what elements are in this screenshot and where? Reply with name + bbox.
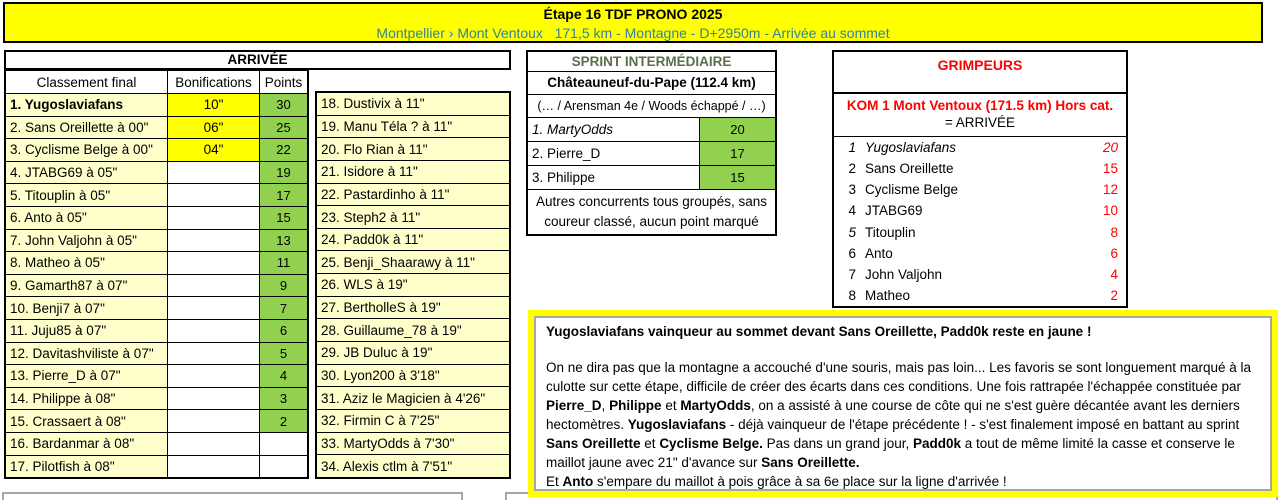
table-row (6, 139, 307, 162)
sprint-table (526, 50, 777, 236)
points-cell[interactable]: 5 (260, 343, 307, 365)
rider-name-cell[interactable]: 24. Padd0k à 11" (317, 229, 509, 252)
table-row (6, 184, 307, 207)
bonification-cell[interactable] (168, 184, 260, 206)
summary-paragraph (546, 358, 1260, 472)
sprint-row (528, 166, 775, 190)
points-cell[interactable]: 9 (260, 275, 307, 297)
points-cell[interactable]: 15 (260, 207, 307, 229)
points-cell[interactable] (260, 433, 307, 455)
summary-text-segment: , on a assisté à une course de côte qui ne s'est guère décantée avant les derniers hectomètres. (546, 398, 1240, 432)
points-cell[interactable]: 13 (260, 230, 307, 252)
sprint-location[interactable]: Châteauneuf-du-Pape (112.4 km) (528, 72, 775, 95)
bonification-cell[interactable] (168, 456, 260, 478)
points-cell: 10 (1102, 203, 1118, 219)
grimpeurs-row[interactable] (842, 264, 1118, 285)
rank-cell: 2 (848, 161, 856, 177)
rider-name-cell[interactable]: 27. BertholleS à 19" (317, 297, 509, 320)
bonification-cell[interactable]: 06" (168, 117, 260, 139)
rider-name-cell[interactable]: 3. Cyclisme Belge à 00" (6, 139, 168, 161)
grimpeurs-row[interactable] (842, 179, 1118, 200)
grimpeurs-row[interactable] (842, 158, 1118, 179)
rider-name-cell[interactable]: 21. Isidore à 11" (317, 161, 509, 184)
bonification-cell[interactable] (168, 252, 260, 274)
rider-name-cell[interactable]: 31. Aziz le Magicien à 4'26" (317, 387, 509, 410)
points-cell[interactable]: 22 (260, 139, 307, 161)
standings-list-18-34 (315, 91, 511, 479)
table-row (6, 207, 307, 230)
arrivee-rows (6, 94, 307, 477)
table-row (6, 162, 307, 185)
column-header-classement[interactable]: Classement final (6, 71, 168, 93)
sprint-note[interactable]: (… / Arensman 4e / Woods échappé / …) (528, 95, 775, 118)
rider-name-cell[interactable]: 9. Gamarth87 à 07" (6, 275, 168, 297)
rider-name-cell[interactable]: 8. Matheo à 05" (6, 252, 168, 274)
rider-name-cell[interactable]: 32. Firmin C à 7'25" (317, 410, 509, 433)
table-row (6, 365, 307, 388)
bonification-cell[interactable] (168, 230, 260, 252)
table-row (6, 230, 307, 253)
rider-name-cell: Titouplin (865, 224, 916, 240)
points-cell: 2 (1110, 287, 1118, 303)
rank-cell: 3 (848, 182, 856, 198)
sprint-footer-line1: Autres concurrents tous groupés, sans (535, 194, 768, 209)
summary-text-segment: Yugoslaviafans (627, 417, 727, 432)
points-cell[interactable]: 17 (260, 184, 307, 206)
rider-name-cell[interactable]: 23. Steph2 à 11" (317, 206, 509, 229)
summary-text-segment: Cyclisme Belge. (659, 436, 763, 451)
bonification-cell[interactable] (168, 388, 260, 410)
column-header-points[interactable]: Points (264, 74, 303, 90)
summary-text-segment: et (640, 436, 660, 451)
rider-name-cell[interactable]: 2. Pierre_D (528, 142, 700, 165)
points-cell[interactable]: 7 (260, 297, 307, 319)
stage-banner[interactable] (3, 2, 1263, 43)
rider-name-cell[interactable]: 26. WLS à 19" (317, 274, 509, 297)
points-cell: 12 (1102, 182, 1118, 198)
rider-name-cell[interactable]: 30. Lyon200 à 3'18" (317, 365, 509, 388)
rank-cell: 1 (848, 140, 856, 156)
summary-text-segment: et (661, 398, 681, 413)
points-cell[interactable]: 15 (700, 166, 775, 189)
grimpeurs-rows (834, 137, 1126, 306)
rank-cell: 8 (848, 287, 856, 303)
summary-title: Yugoslaviafans vainqueur au sommet devant Sans Oreillette, Padd0k reste en jaune ! (546, 324, 1092, 339)
rider-name-cell: Sans Oreillette (865, 161, 954, 177)
points-cell: 15 (1102, 161, 1118, 177)
rider-name-cell[interactable]: 12. Davitashviliste à 07" (6, 343, 168, 365)
partial-table-edge-left (2, 492, 463, 500)
bonification-cell[interactable] (168, 433, 260, 455)
sprint-title[interactable]: SPRINT INTERMÉDIAIRE (528, 52, 775, 72)
summary-text-segment: a tout de même limité la casse et conserve le maillot jaune avec 21" d'avance sur (546, 436, 1235, 470)
rider-name-cell[interactable]: 20. Flo Rian à 11" (317, 138, 509, 161)
table-row (6, 252, 307, 275)
rider-name-cell[interactable]: 6. Anto à 05" (6, 207, 168, 229)
points-cell[interactable]: 11 (260, 252, 307, 274)
summary-box[interactable] (528, 310, 1278, 497)
rider-name-cell[interactable]: 13. Pierre_D à 07" (6, 365, 168, 387)
rider-name-cell: Cyclisme Belge (865, 182, 959, 198)
points-cell: 6 (1110, 245, 1118, 261)
rider-name-cell[interactable]: 18. Dustivix à 11" (317, 93, 509, 116)
summary-text-segment: Sans Oreillette. (761, 455, 860, 470)
summary-text-segment: - déjà vainqueur de l'étape précédente ! - s'est finalement imposé en battant au sprint (726, 417, 1240, 432)
rider-name-cell: Yugoslaviafans (865, 140, 957, 156)
table-row (6, 388, 307, 411)
sprint-footer-line2: coureur classé, aucun point marqué (544, 214, 759, 229)
table-row (6, 320, 307, 343)
points-cell: 4 (1110, 266, 1118, 282)
rider-name-cell[interactable]: 17. Pilotfish à 08" (6, 456, 168, 478)
rank-cell: 4 (848, 203, 856, 219)
summary-text-segment: Et (546, 474, 563, 489)
sprint-row (528, 118, 775, 142)
table-row (6, 297, 307, 320)
rider-name-cell: Anto (865, 245, 893, 261)
arrivee-header-row (6, 71, 307, 94)
rider-name-cell[interactable]: 15. Crassaert à 08" (6, 410, 168, 432)
points-cell: 20 (1102, 140, 1118, 156)
table-row (6, 410, 307, 433)
rider-name-cell[interactable]: 14. Philippe à 08" (6, 388, 168, 410)
points-cell[interactable]: 20 (700, 118, 775, 141)
bonification-cell[interactable]: 04" (168, 139, 260, 161)
points-cell[interactable]: 17 (700, 142, 775, 165)
bonification-cell[interactable] (168, 343, 260, 365)
grimpeurs-title[interactable]: GRIMPEURS (834, 52, 1126, 94)
sprint-footer[interactable] (528, 190, 775, 234)
rider-name-cell[interactable]: 7. John Valjohn à 05" (6, 230, 168, 252)
table-row (6, 94, 307, 117)
rank-cell: 5 (848, 224, 856, 240)
points-cell[interactable]: 19 (260, 162, 307, 184)
rider-name-cell[interactable]: 33. MartyOdds à 7'30" (317, 433, 509, 456)
rider-name-cell[interactable]: 28. Guillaume_78 à 19" (317, 319, 509, 342)
summary-inner (534, 316, 1272, 491)
rider-name-cell[interactable]: 3. Philippe (528, 166, 700, 189)
points-cell[interactable]: 25 (260, 117, 307, 139)
summary-text-segment: Pas dans un grand jour, (762, 436, 913, 451)
kom-heading-cell[interactable] (834, 94, 1126, 137)
rider-name-cell[interactable]: 10. Benji7 à 07" (6, 297, 168, 319)
table-row (6, 433, 307, 456)
rider-name-cell[interactable]: 22. Pastardinho à 11" (317, 184, 509, 207)
bonification-cell[interactable] (168, 320, 260, 342)
summary-text-segment: Pierre_D (546, 398, 602, 413)
points-cell[interactable] (260, 456, 307, 478)
points-cell[interactable]: 30 (260, 94, 307, 116)
points-cell[interactable]: 6 (260, 320, 307, 342)
kom-heading: KOM 1 Mont Ventoux (171.5 km) Hors cat. (846, 98, 1114, 113)
rider-name-cell[interactable]: 34. Alexis ctlm à 7'51" (321, 458, 453, 474)
table-row (6, 275, 307, 298)
table-row (6, 456, 307, 478)
summary-text-segment: MartyOdds (680, 398, 751, 413)
rider-name-cell[interactable]: 5. Titouplin à 05" (6, 184, 168, 206)
rider-name-cell[interactable]: 4. JTABG69 à 05" (6, 162, 168, 184)
bonification-cell[interactable] (168, 162, 260, 184)
rider-name-cell: John Valjohn (865, 266, 943, 282)
summary-text-segment: Anto (562, 474, 594, 489)
summary-paragraph (546, 472, 1260, 491)
grimpeurs-row[interactable] (842, 243, 1118, 264)
bonification-cell[interactable] (168, 275, 260, 297)
column-header-bonifications[interactable]: Bonifications (168, 71, 260, 93)
rank-cell: 6 (848, 245, 856, 261)
rider-name-cell[interactable]: 2. Sans Oreillette à 00" (6, 117, 168, 139)
rider-name-cell[interactable]: 29. JB Duluc à 19" (317, 342, 509, 365)
bonification-cell[interactable] (168, 365, 260, 387)
grimpeurs-row[interactable] (842, 137, 1118, 158)
rider-name-cell[interactable]: 16. Bardanmar à 08" (6, 433, 168, 455)
bonification-cell[interactable]: 10" (168, 94, 260, 116)
rank-cell: 7 (848, 266, 856, 282)
points-cell[interactable]: 4 (260, 365, 307, 387)
points-cell[interactable]: 3 (260, 388, 307, 410)
points-cell: 8 (1110, 224, 1118, 240)
kom-subheading: = ARRIVÉE (944, 115, 1016, 130)
summary-text-segment: , (601, 398, 610, 413)
bonification-cell[interactable] (168, 410, 260, 432)
sprint-row (528, 142, 775, 166)
bonification-cell[interactable] (168, 297, 260, 319)
summary-text-segment: Padd0k (912, 436, 962, 451)
summary-text-segment: s'empare du maillot à pois grâce à sa 6e place sur la ligne d'arrivée ! (593, 474, 1007, 489)
grimpeurs-table (832, 50, 1128, 308)
table-row (6, 343, 307, 366)
rider-name-cell[interactable]: 1. MartyOdds (528, 118, 700, 141)
grimpeurs-row[interactable] (842, 222, 1118, 243)
banner-subtitle: Montpellier › Mont Ventoux 171,5 km - Montagne - D+2950m - Arrivée au sommet (376, 25, 890, 41)
bonification-cell[interactable] (168, 207, 260, 229)
arrivee-section-title[interactable]: ARRIVÉE (4, 50, 511, 70)
table-row (6, 117, 307, 140)
rider-name-cell[interactable]: 1. Yugoslaviafans (6, 94, 168, 116)
rider-name-cell[interactable]: 11. Juju85 à 07" (6, 320, 168, 342)
summary-text-segment: Philippe (609, 398, 662, 413)
rider-name-cell: JTABG69 (865, 203, 923, 219)
rider-name-cell[interactable]: 25. Benji_Shaarawy à 11" (317, 251, 509, 274)
rider-name-cell[interactable]: 19. Manu Téla ? à 11" (317, 116, 509, 139)
summary-text-segment: Sans Oreillette (546, 436, 641, 451)
rider-name-cell: Matheo (865, 287, 911, 303)
arrivee-table (4, 69, 309, 479)
points-cell[interactable]: 2 (260, 410, 307, 432)
banner-title: Étape 16 TDF PRONO 2025 (543, 6, 723, 22)
grimpeurs-row[interactable] (842, 285, 1118, 306)
summary-text-segment: On ne dira pas que la montagne a accouché d'une souris, mais pas loin... Les favoris se sont longuement marqué à la culotte sur cette étape, difficile de créer des écarts dans ces conditions. Une fois rattrapée l'échappée constituée par (546, 360, 1251, 394)
sprint-rows (528, 118, 775, 190)
grimpeurs-row[interactable] (842, 200, 1118, 221)
